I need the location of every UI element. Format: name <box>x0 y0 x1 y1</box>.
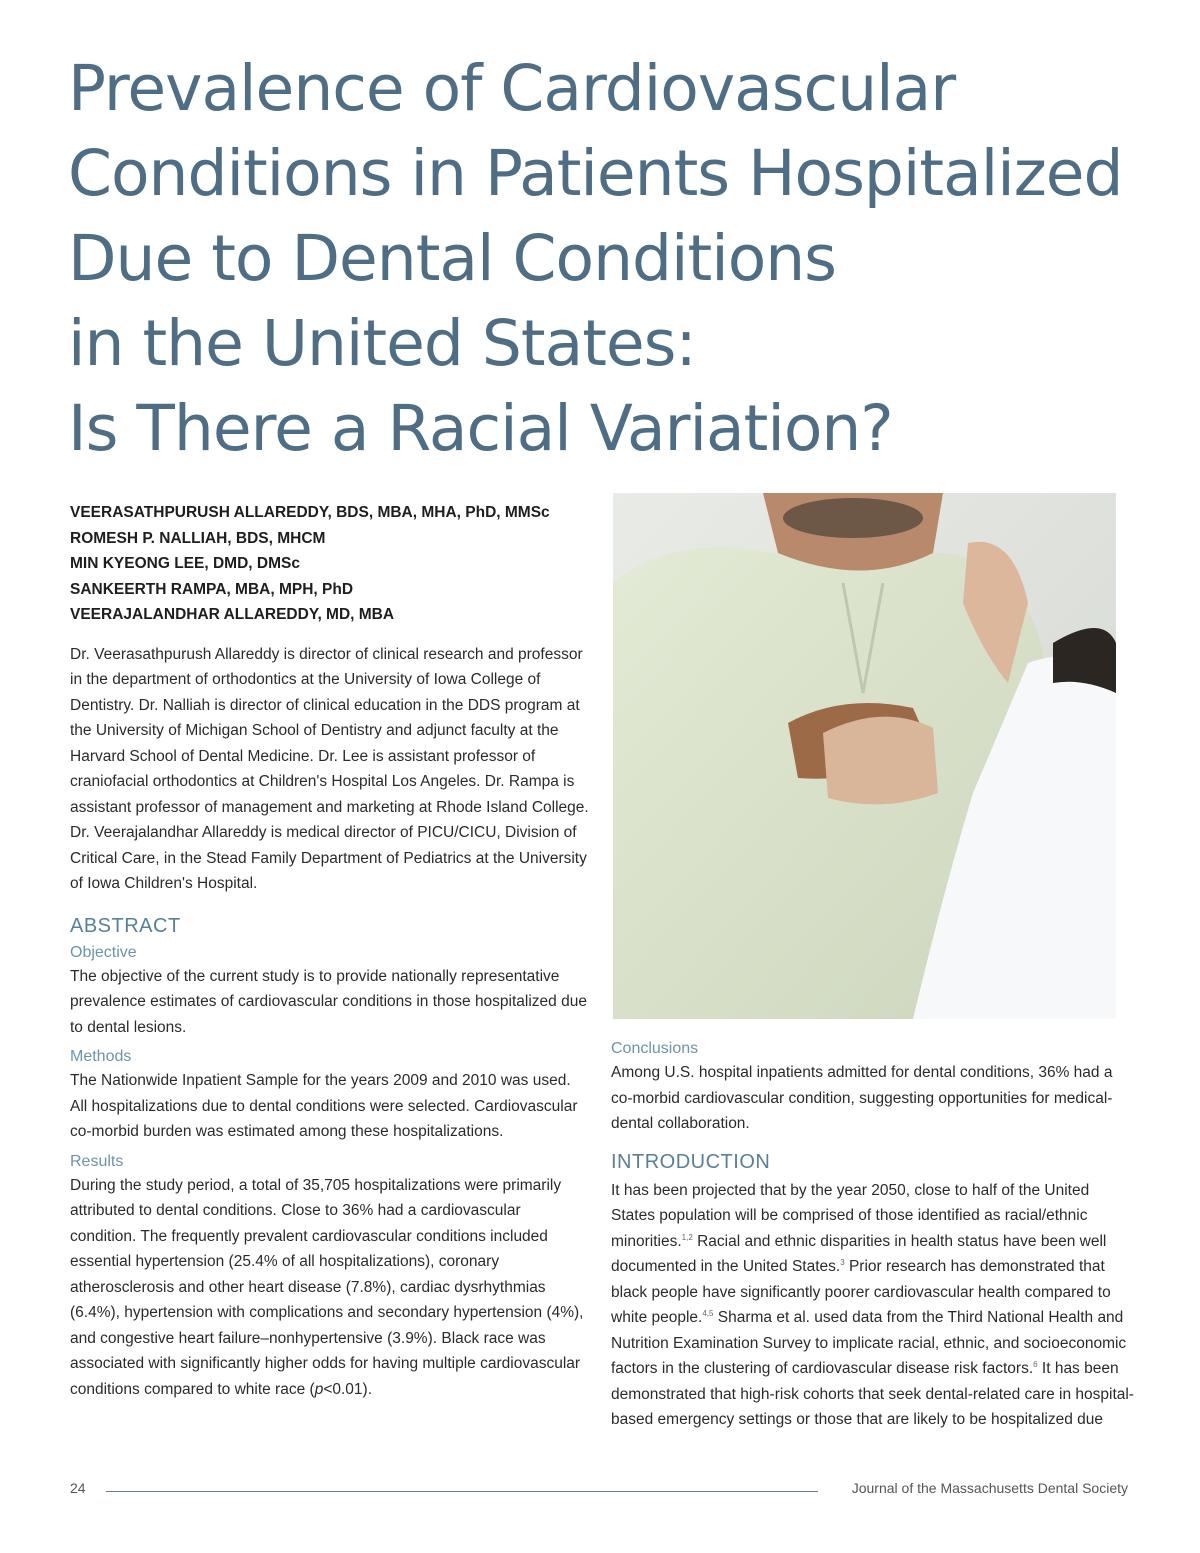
intro-sentence: It has been demonstrated that high-risk cohorts that seek dental-related care in hospital-based emergency settings or those that are likely to be hospitalized due <box>611 1360 1134 1428</box>
citation: 1,2 <box>681 1232 693 1242</box>
introduction-text <box>611 1178 1136 1433</box>
article-title <box>68 46 1158 471</box>
introduction-heading: INTRODUCTION <box>611 1150 771 1173</box>
footer-rule <box>106 1491 818 1492</box>
intro-sentence: It has been projected that by the year 2050, close to half of the United States population will be comprised of those identified as racial/ethnic minorities. <box>611 1181 1090 1250</box>
journal-name: Journal of the Massachusetts Dental Society <box>851 1480 1128 1496</box>
results-body: During the study period, a total of 35,705 hospitalizations were primarily attributed to dental conditions. Close to 36% had a cardiovascular condition. The frequently prevalent cardiovascular conditions included essential hypertension (25.4% of all hospitalizations), coronary atherosclerosis and other heart disease (7.8%), cardiac dysrhythmias (6.4%), hypertension with complications and secondary hypertension (4%), and congestive heart failure–nonhypertensive (3.9%). Black race was associated with significantly higher odds for having multiple cardiovascular conditions compared to white race ( <box>70 1176 584 1398</box>
methods-text: The Nationwide Inpatient Sample for the years 2009 and 2010 was used. All hospitalizations due to dental conditions were selected. Cardiovascular co-morbid burden was estimated among these hospitalizations. <box>70 1072 578 1140</box>
citation: 6 <box>1033 1359 1038 1369</box>
left-column <box>70 500 590 1410</box>
intro-sentence: Racial and ethnic disparities in health status have been well documented in the United States. <box>611 1232 1107 1275</box>
intro-sentence: Sharma et al. used data from the Third National Health and Nutrition Examination Survey to implicate racial, ethnic, and socioeconomic factors in the clustering of cardiovascular disease risk factors. <box>611 1309 1127 1377</box>
results-end: <0.01). <box>323 1380 372 1398</box>
title-line: Due to Dental Conditions <box>68 222 836 295</box>
author-name: VEERASATHPURUSH ALLAREDDY, BDS, MBA, MHA, PhD, MMSc <box>70 504 550 521</box>
intro-sentence: Prior research has demonstrated that black people have significantly poorer cardiovascular health compared to white people. <box>611 1258 1111 1326</box>
doctor-patient-photo <box>613 493 1116 1019</box>
objective-text: The objective of the current study is to provide nationally representative prevalence estimates of cardiovascular conditions in those hospitalized due to dental lesions. <box>70 967 587 1036</box>
title-line: Is There a Racial Variation? <box>68 392 893 465</box>
author-name: ROMESH P. NALLIAH, BDS, MHCM <box>70 529 326 547</box>
author-name: VEERAJALANDHAR ALLAREDDY, MD, MBA <box>70 606 395 623</box>
author-bio: Dr. Veerasathpurush Allareddy is director of clinical research and professor in the department of orthodontics at the University of Iowa College of Dentistry. Dr. Nalliah is director of clinical education in the DDS program at the University of Michigan School of Dentistry and adjunct faculty at the Harvard School of Dental Medicine. Dr. Lee is assistant professor of craniofacial orthodontics at Children's Hospital Los Angeles. Dr. Rampa is assistant professor of management and marketing at Rhode Island College. Dr. Veerajalandhar Allareddy is medical director of PICU/CICU, Division of Critical Care, in the Stead Family Department of Pediatrics at the University of Iowa Children's Hospital. <box>70 645 589 892</box>
author-name: SANKEERTH RAMPA, MBA, MPH, PhD <box>70 580 354 598</box>
citation: 4,5 <box>702 1308 714 1318</box>
results-heading: Results <box>70 1152 124 1170</box>
page-number: 24 <box>70 1480 86 1496</box>
methods-heading: Methods <box>70 1048 132 1065</box>
p-value-symbol: p <box>314 1380 324 1398</box>
right-column <box>611 1038 1136 1441</box>
title-line: Prevalence of Cardiovascular <box>68 52 956 125</box>
article-photo <box>613 493 1116 1019</box>
abstract-heading: ABSTRACT <box>70 914 181 937</box>
objective-heading: Objective <box>70 943 137 961</box>
conclusions-heading: Conclusions <box>611 1040 699 1057</box>
author-list <box>70 500 590 628</box>
citation: 3 <box>840 1257 845 1267</box>
title-line: Conditions in Patients Hospitalized <box>68 137 1123 210</box>
results-text <box>70 1173 590 1403</box>
title-line: in the United States: <box>68 307 696 380</box>
author-name: MIN KYEONG LEE, DMD, DMSc <box>70 555 300 572</box>
page-footer <box>70 1480 1128 1504</box>
conclusions-text: Among U.S. hospital inpatients admitted for dental conditions, 36% had a co-morbid cardiovascular condition, suggesting opportunities for medical-dental collaboration. <box>611 1064 1113 1132</box>
